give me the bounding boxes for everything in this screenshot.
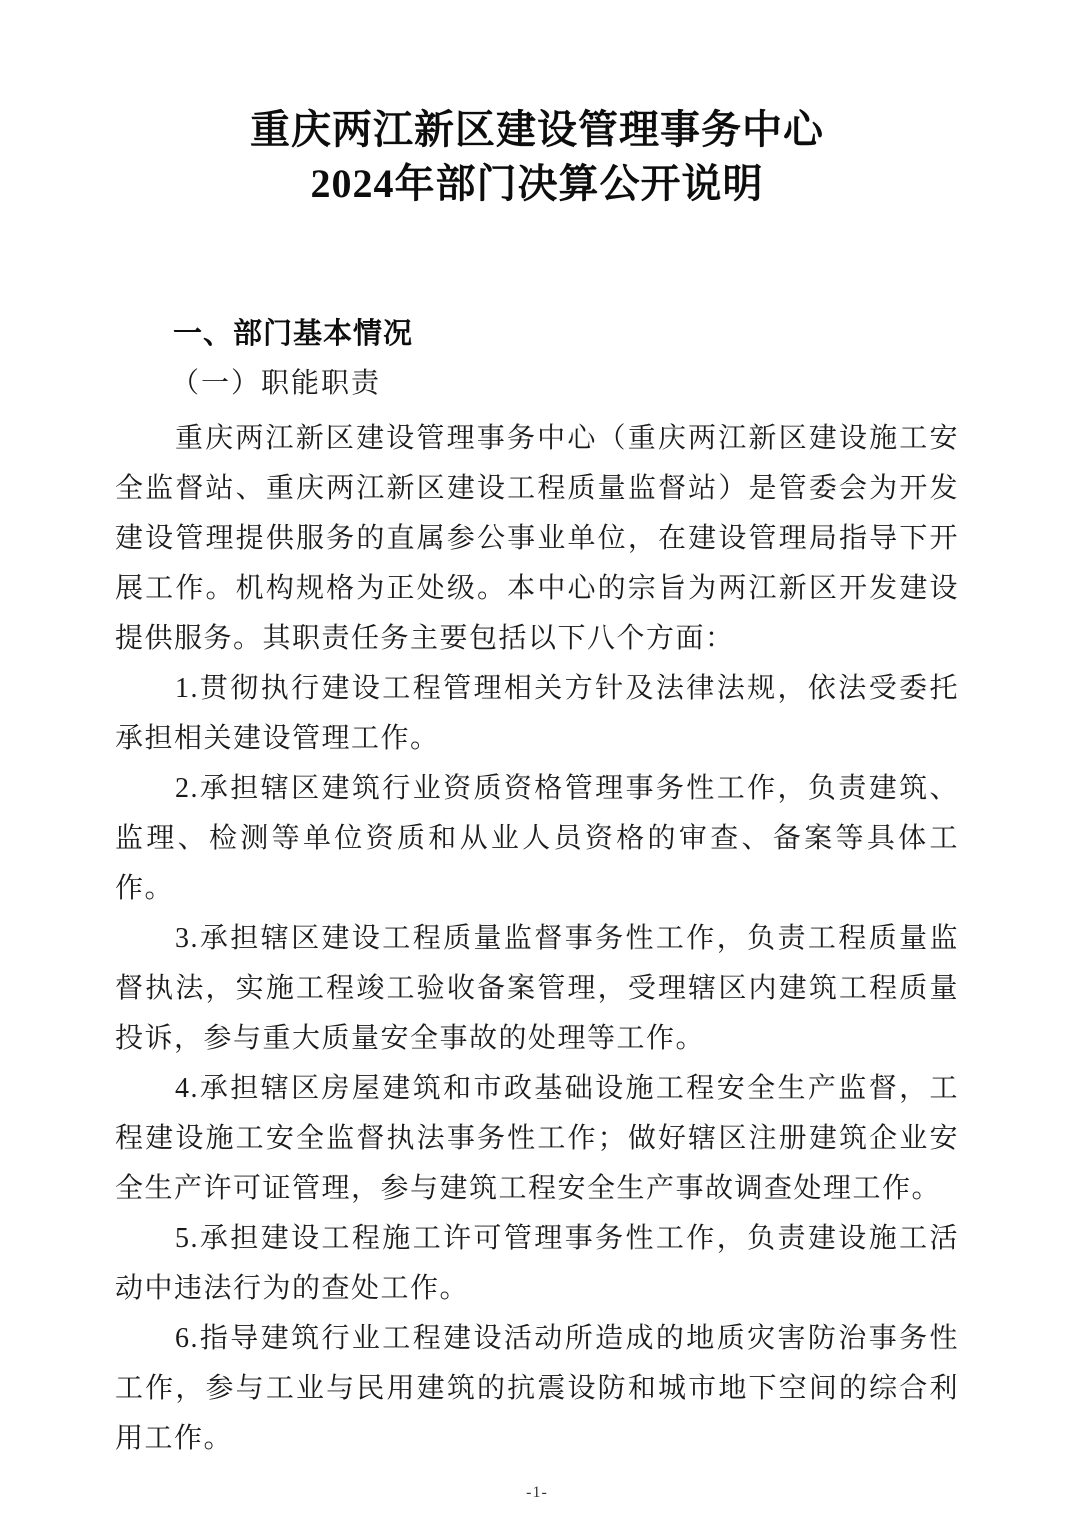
body-paragraph-item-4: 4.承担辖区房屋建筑和市政基础设施工程安全生产监督，工程建设施工安全监督执法事务性工作；做好辖区注册建筑企业安全生产许可证管理，参与建筑工程安全生产事故调查处理工作。 — [115, 1073, 959, 1204]
document-title — [115, 103, 959, 211]
document-title-line1: 重庆两江新区建设管理事务中心 — [250, 107, 824, 152]
document-title-line2: 2024年部门决算公开说明 — [310, 161, 764, 206]
body-paragraph-item-3: 3.承担辖区建设工程质量监督事务性工作，负责工程质量监督执法，实施工程竣工验收备案管理，受理辖区内建筑工程质量投诉，参与重大质量安全事故的处理等工作。 — [115, 923, 959, 1054]
body-paragraph-item-5: 5.承担建设工程施工许可管理事务性工作，负责建设施工活动中违法行为的查处工作。 — [115, 1223, 959, 1304]
body-text-block — [115, 414, 959, 1464]
subsection-heading-duties: （一）职能职责 — [171, 368, 382, 399]
body-paragraph-item-6: 6.指导建筑行业工程建设活动所造成的地质灾害防治事务性工作，参与工业与民用建筑的抗震设防和城市地下空间的综合利用工作。 — [115, 1323, 959, 1454]
body-paragraph-intro: 重庆两江新区建设管理事务中心（重庆两江新区建设施工安全监督站、重庆两江新区建设工程质量监督站）是管委会为开发建设管理提供服务的直属参公事业单位，在建设管理局指导下开展工作。机构规格为正处级。本中心的宗旨为两江新区开发建设提供服务。其职责任务主要包括以下八个方面： — [115, 423, 959, 654]
body-paragraph-item-1: 1.贯彻执行建设工程管理相关方针及法律法规，依法受委托承担相关建设管理工作。 — [115, 673, 959, 754]
section-heading-basic-info: 一、部门基本情况 — [173, 318, 414, 350]
body-paragraph-item-2: 2.承担辖区建筑行业资质资格管理事务性工作，负责建筑、监理、检测等单位资质和从业人员资格的审查、备案等具体工作。 — [115, 773, 959, 904]
page-number: -1- — [526, 1484, 548, 1501]
